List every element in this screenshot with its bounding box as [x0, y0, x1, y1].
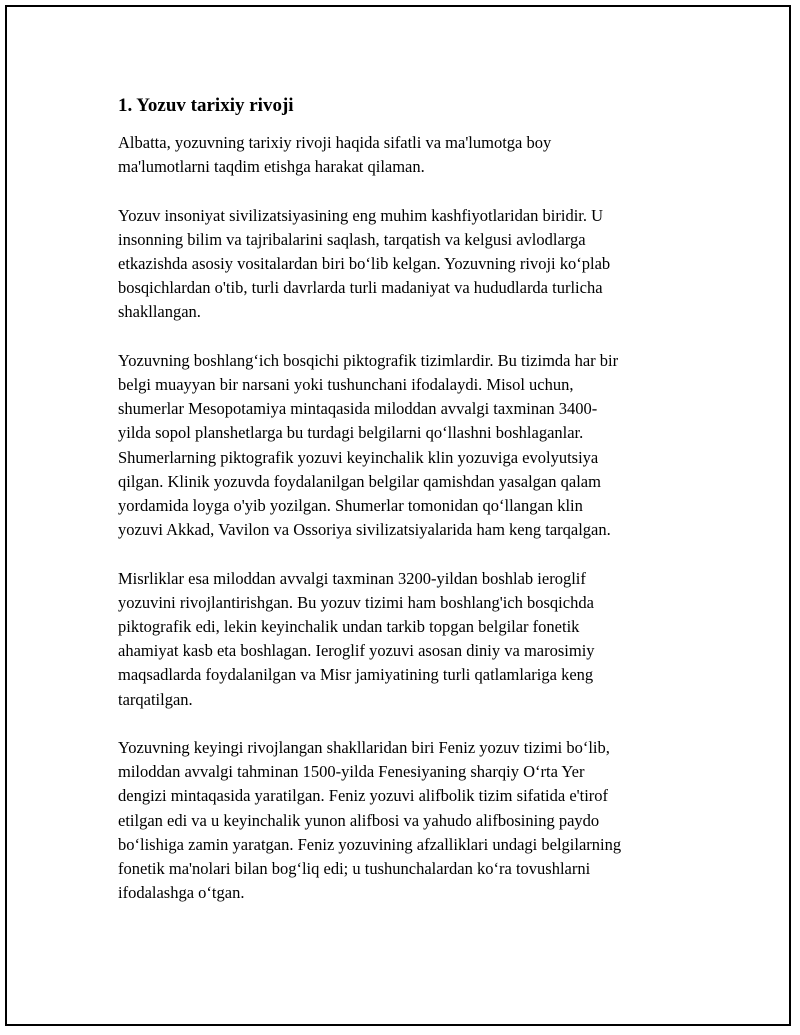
paragraph-line: Misrliklar esa miloddan avvalgi taxminan 3200-yildan boshlab ieroglif	[118, 568, 586, 588]
paragraph	[118, 204, 693, 325]
paragraph-line: shakllangan.	[118, 302, 201, 322]
paragraph-line: bosqichlardan o'tib, turli davrlarda turli madaniyat va hududlarda turlicha	[118, 278, 603, 298]
document-body	[118, 93, 693, 930]
paragraph-line: ifodalashga o‘tgan.	[118, 883, 245, 903]
paragraph-line: etilgan edi va u keyinchalik yunon alifbosi va yahudo alifbosining paydo	[118, 810, 600, 830]
paragraph-line: tarqatilgan.	[118, 689, 193, 709]
paragraph	[118, 349, 693, 543]
paragraph-line: miloddan avvalgi tahminan 1500-yilda Fenesiyaning sharqiy O‘rta Yer	[118, 762, 585, 782]
section-heading: 1. Yozuv tarixiy rivoji	[118, 95, 294, 116]
paragraph-list	[118, 131, 693, 905]
paragraph-line: ma'lumotlarni taqdim etishga harakat qilaman.	[118, 157, 425, 177]
paragraph-line: etkazishda asosiy vositalardan biri bo‘lib kelgan. Yozuvning rivoji ko‘plab	[118, 254, 611, 273]
paragraph-line: yilda sopol planshetlarga bu turdagi belgilarni qo‘llashni boshlaganlar.	[118, 423, 584, 443]
paragraph-line: piktografik edi, lekin keyinchalik undan tarkib topgan belgilar fonetik	[118, 617, 580, 637]
paragraph-line: Albatta, yozuvning tarixiy rivoji haqida sifatli va ma'lumotga boy	[118, 133, 552, 152]
paragraph-line: maqsadlarda foydalanilgan va Misr jamiyatining turli qatlamlariga keng	[118, 665, 594, 685]
paragraph-line: bo‘lishiga zamin yaratgan. Feniz yozuvining afzalliklari undagi belgilarning	[118, 834, 622, 854]
paragraph-line: belgi muayyan bir narsani yoki tushunchani ifodalaydi. Misol uchun,	[118, 375, 574, 394]
paragraph-line: insonning bilim va tajribalarini saqlash, tarqatish va kelgusi avlodlarga	[118, 229, 586, 249]
paragraph-line: ahamiyat kasb eta boshlagan. Ieroglif yozuvi asosan diniy va marosimiy	[118, 641, 595, 661]
paragraph-line: Yozuvning boshlang‘ich bosqichi piktografik tizimlardir. Bu tizimda har bir	[118, 350, 619, 370]
paragraph-line: yozuvini rivojlantirishgan. Bu yozuv tizimi ham boshlang'ich bosqichda	[118, 592, 594, 612]
paragraph	[118, 567, 693, 712]
paragraph	[118, 131, 693, 179]
paragraph-line: fonetik ma'nolari bilan bog‘liq edi; u tushunchalardan ko‘ra tovushlarni	[118, 859, 591, 879]
paragraph-line: dengizi mintaqasida yaratilgan. Feniz yozuvi alifbolik tizim sifatida e'tirof	[118, 786, 609, 806]
paragraph-line: yozuvi Akkad, Vavilon va Ossoriya sivilizatsiyalarida ham keng tarqalgan.	[118, 520, 611, 540]
paragraph-line: Yozuvning keyingi rivojlangan shakllaridan biri Feniz yozuv tizimi bo‘lib,	[118, 738, 610, 758]
paragraph-line: Yozuv insoniyat sivilizatsiyasining eng muhim kashfiyotlaridan biridir. U	[118, 205, 604, 225]
paragraph-line: Shumerlarning piktografik yozuvi keyinchalik klin yozuviga evolyutsiya	[118, 447, 599, 467]
paragraph-line: shumerlar Mesopotamiya mintaqasida miloddan avvalgi taxminan 3400-	[118, 399, 598, 419]
paragraph	[118, 736, 693, 905]
paragraph-line: qilgan. Klinik yozuvda foydalanilgan belgilar qamishdan yasalgan qalam	[118, 471, 601, 491]
paragraph-line: yordamida loyga o'yib yozilgan. Shumerlar tomonidan qo‘llangan klin	[118, 496, 583, 516]
